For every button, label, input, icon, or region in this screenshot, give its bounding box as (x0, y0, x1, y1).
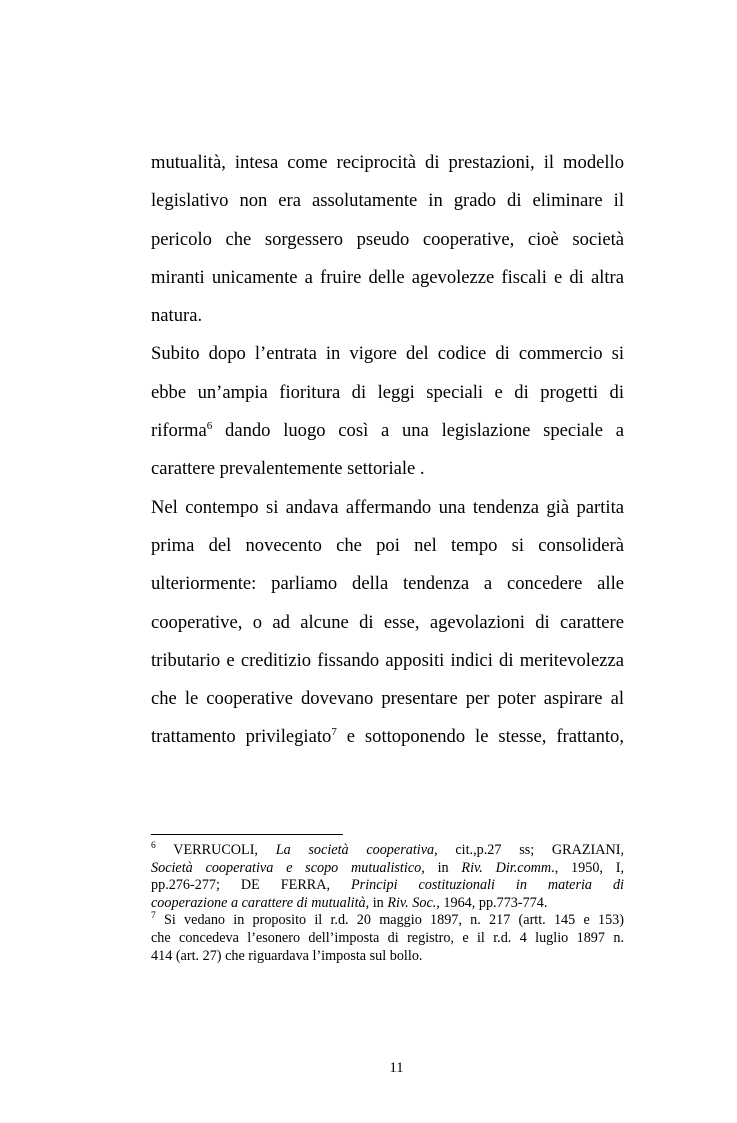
footnotes (151, 842, 624, 965)
footnote-6-line (151, 877, 624, 895)
footnote-ref-7[interactable]: 7 (331, 726, 337, 739)
body-line: che le cooperative dovevano presentare per poter aspirare al (151, 688, 624, 710)
body-line-lead: riforma (151, 420, 207, 442)
footnote-title: Società cooperativa e scopo mutualistico, (151, 859, 425, 876)
footnote-text: ., 1950, I, (551, 859, 625, 876)
footnote-title: Principi costituzionali in materia di (351, 877, 624, 894)
body-line-rest: e sottoponendo le stesse, frattanto, (346, 726, 624, 748)
footnote-text: , in (365, 894, 384, 911)
body-line: natura. (151, 305, 203, 327)
body-line: legislativo non era assolutamente in grado di eliminare il (151, 190, 624, 212)
footnote-text: pp.276-277; DE FERRA, (151, 877, 331, 894)
footnote-separator (151, 834, 343, 835)
body-line (151, 412, 624, 450)
body-line: cooperative, o ad alcune di esse, agevolazioni di carattere (151, 611, 624, 633)
footnote-6-line (151, 842, 624, 860)
body-text (151, 144, 624, 757)
footnote-title: cooperazione a carattere di mutualità (151, 894, 366, 911)
footnote-7-line: 414 (art. 27) che riguardava l’imposta sul bollo. (151, 947, 423, 964)
footnote-ref-6[interactable]: 6 (206, 420, 213, 433)
footnote-7-number: 7 (151, 911, 156, 922)
page-number: 11 (389, 1060, 404, 1076)
footnote-6-number: 6 (151, 841, 156, 851)
footnote-7-line: che concedeva l’esonero dell’imposta di registro, e il r.d. 4 luglio 1897 n. (151, 929, 624, 946)
body-line: pericolo che sorgessero pseudo cooperative, cioè società (151, 228, 624, 250)
footnote-7-line (151, 912, 624, 930)
footnote-text: 1964, pp.773-774. (443, 894, 548, 911)
footnote-text: , cit.,p.27 ss; GRAZIANI, (434, 842, 625, 858)
body-line: ebbe un’ampia fioritura di leggi speciali e di progetti di (151, 381, 624, 403)
footnote-6-line (151, 860, 624, 878)
body-line: Subito dopo l’entrata in vigore del codice di commercio si (151, 343, 624, 365)
body-line: mutualità, intesa come reciprocità di prestazioni, il modello (151, 152, 624, 173)
footnote-journal: Riv. Dir.comm (461, 859, 552, 876)
footnote-journal: Riv. Soc., (387, 894, 440, 911)
body-line: Nel contempo si andava affermando una tendenza già partita (151, 496, 624, 518)
footnote-text: Si vedano in proposito il r.d. 20 maggio 1897, n. 217 (artt. 145 e 153) (163, 912, 625, 929)
body-line-lead: trattamento privilegiato (151, 726, 332, 748)
body-line: tributario e creditizio fissando appositi indici di meritevolezza (151, 649, 624, 671)
footnote-text: VERRUCOLI, (173, 842, 258, 858)
footnote-6-line (151, 895, 624, 913)
body-line: prima del novecento che poi nel tempo si consoliderà (151, 534, 624, 556)
body-line: miranti unicamente a fruire delle agevolezze fiscali e di altra (151, 266, 624, 288)
footnote-text: in (437, 859, 449, 876)
body-line-rest: dando luogo così a una legislazione speciale a (225, 420, 624, 442)
body-line: ulteriormente: parliamo della tendenza a concedere alle (151, 573, 624, 595)
body-line (151, 718, 624, 756)
body-line: carattere prevalentemente settoriale . (151, 458, 425, 480)
footnote-title: La società cooperativa (275, 842, 435, 858)
